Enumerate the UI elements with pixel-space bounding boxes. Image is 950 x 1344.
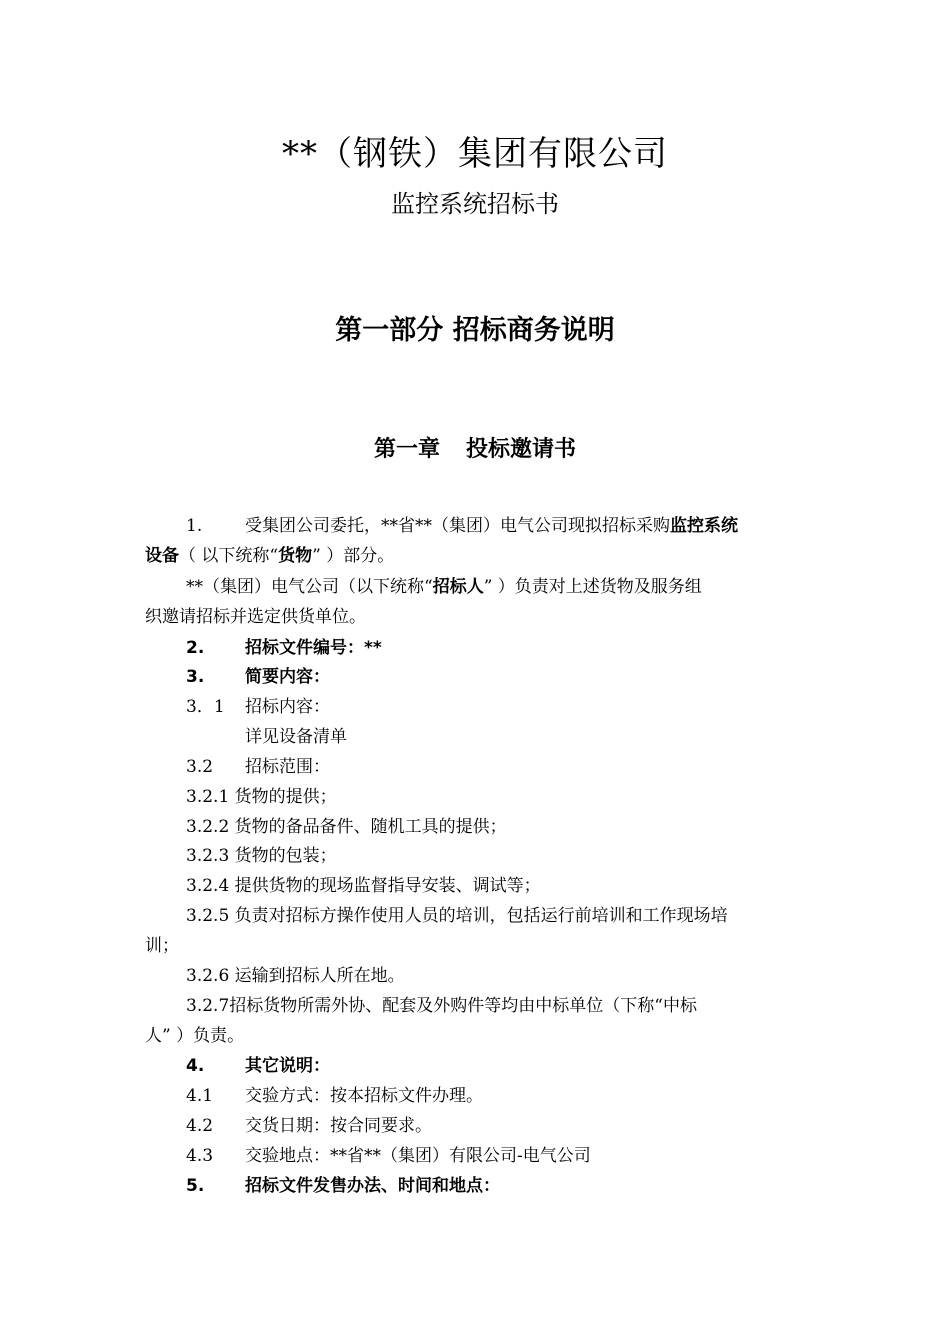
part-title: 第一部分 招标商务说明 (335, 315, 615, 346)
list-item: 3.2.4 提供货物的现场监督指导安装、调试等； (186, 876, 541, 896)
subsection-number: 4.2 (186, 1116, 214, 1136)
subsection-number: 3.2 (186, 757, 214, 777)
document-title: 监控系统招标书 (391, 190, 559, 218)
list-item: 3.2.3 货物的包装； (186, 846, 337, 866)
subsection-number: 4.3 (186, 1146, 214, 1166)
list-item-continued: 人” ）负责。 (145, 1026, 245, 1046)
section-heading: 其它说明： (245, 1056, 330, 1076)
chapter-title (0, 432, 950, 463)
section-number: 2. (186, 638, 205, 658)
paragraph-line: 织邀请招标并选定供货单位。 (145, 607, 366, 627)
subsection-number: 4.1 (186, 1086, 214, 1106)
paragraph-number: 1. (186, 516, 203, 536)
section-number: 3. (186, 667, 205, 687)
company-title: **（钢铁）集团有限公司 (282, 134, 668, 174)
chapter-prefix: 第一章 (373, 437, 440, 462)
list-item-continued: 训； (145, 936, 179, 956)
subsection-number: 3．1 (186, 697, 225, 717)
section-number: 4. (186, 1056, 205, 1076)
list-item: 3.2.7招标货物所需外协、配套及外购件等均由中标单位（下称“中标 (186, 996, 697, 1016)
section-heading: 简要内容： (245, 667, 330, 687)
paragraph-line: 设备（ 以下统称“货物” ）部分。 (145, 546, 395, 566)
subsection-text: 交验方式：按本招标文件办理。 (245, 1086, 483, 1106)
paragraph-line: **（集团）电气公司（以下统称“招标人” ）负责对上述货物及服务组 (186, 577, 702, 597)
subsection-text: 交验地点：**省**（集团）有限公司-电气公司 (245, 1146, 591, 1166)
section-heading: 招标文件发售办法、时间和地点： (245, 1176, 500, 1196)
list-item: 3.2.1 货物的提供； (186, 787, 337, 807)
subsection-text: 交货日期：按合同要求。 (245, 1116, 432, 1136)
paragraph-line: 受集团公司委托，**省**（集团）电气公司现拟招标采购监控系统 (245, 516, 738, 536)
list-item: 3.2.5 负责对招标方操作使用人员的培训，包括运行前培训和工作现场培 (186, 906, 728, 926)
list-item: 3.2.6 运输到招标人所在地。 (186, 966, 405, 986)
subsection-detail: 详见设备清单 (245, 727, 347, 747)
chapter-name: 投标邀请书 (466, 437, 577, 462)
section-heading: 招标文件编号：** (245, 638, 382, 658)
section-number: 5. (186, 1176, 205, 1196)
list-item: 3.2.2 货物的备品备件、随机工具的提供； (186, 817, 507, 837)
subsection-heading: 招标内容： (245, 697, 330, 717)
subsection-heading: 招标范围： (245, 757, 330, 777)
